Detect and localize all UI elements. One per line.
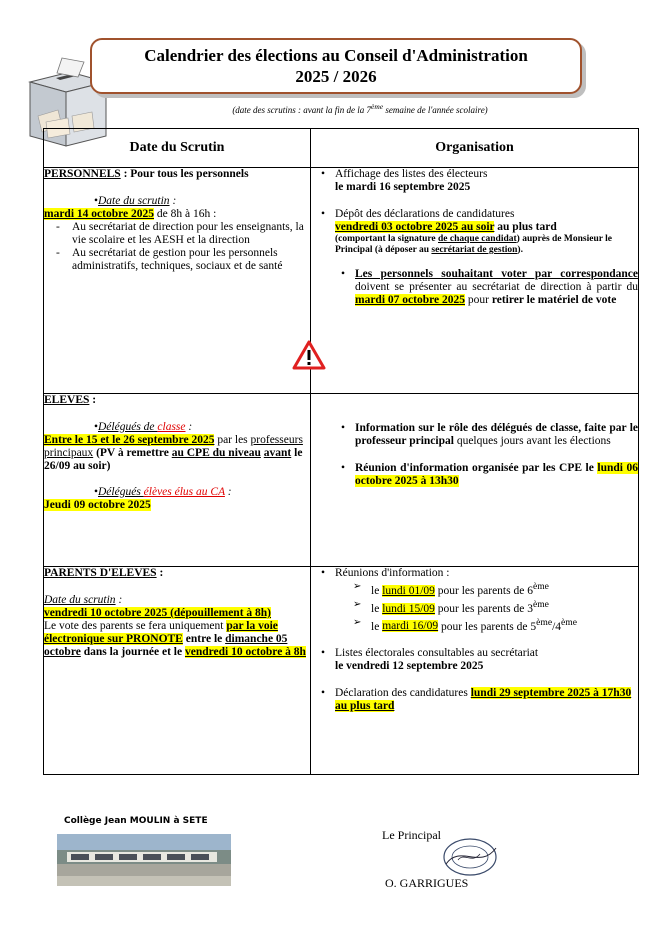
eleves-d2-value: Jeudi 09 octobre 2025 [44,499,151,511]
eleves-heading-rest: : [89,394,97,406]
parents-date-value: vendredi 10 octobre 2025 (dépouillement à 8h) [44,607,272,619]
eleves-date-cell [44,394,311,567]
eleves-d1-value: Entre le 15 et le 26 septembre 2025 [44,434,215,446]
parents-meeting-2 [311,598,638,616]
parents-org3-a: Déclaration des candidatures [335,687,471,700]
table-row-eleves [44,394,639,567]
parents-org1: • Réunions d'information : [311,567,638,580]
m3-b: mardi 16/09 [382,620,439,633]
m2-c: pour les parents de 3 [434,602,533,615]
personnels-org3-d: retirer le matériel de vote [491,294,617,306]
personnels-place-2: - Au secrétariat de gestion pour les personnels administratifs, techniques, sociaux et de santé [44,247,310,273]
eleves-org2-date: lundi 06 octobre 2025 à 13h30 [355,462,639,487]
personnels-org2-text: Dépôt des déclarations de candidatures [335,208,515,220]
personnels-org2-note-b: de chaque candidat [438,234,517,244]
m1-c: pour les parents de 6 [434,584,533,597]
m2-b: lundi 15/09 [382,602,435,615]
principal-name: O. GARRIGUES [385,876,469,890]
parents-vote-d: dimanche 05 octobre [44,633,288,658]
m2-sup: ème [532,598,549,610]
personnels-date-cell [44,168,311,394]
table-row-personnels [44,168,639,394]
personnels-org3-a: Les personnels souhaitant voter par correspondance [355,268,638,280]
parents-vote-a: Le vote des parents se fera uniquement [44,620,227,632]
parents-vote-c: entre le [182,633,226,645]
personnels-org1-line2: le mardi 16 septembre 2025 [335,181,471,193]
school-photo [57,834,231,886]
warning-icon [292,340,326,370]
col-date-header: Date du Scrutin [44,129,311,168]
parents-meeting-1 [311,580,638,598]
parents-org2-line2: le vendredi 12 septembre 2025 [335,660,484,673]
parents-date-cell [44,567,311,775]
personnels-heading-rest: : Pour tous les personnels [120,168,249,180]
official-stamp [440,834,500,880]
table-header-row [44,129,639,168]
school-name: Collège Jean MOULIN à SETE [64,816,208,826]
eleves-d2-label-c: : [224,486,232,498]
eleves-d1-label-a: Délégués de [98,421,158,433]
parents-org-cell [311,567,639,775]
parents-vote-e: dans la journée et le [80,646,185,658]
personnels-org-cell [311,168,639,394]
eleves-d1-end: le 26/09 au soir) [44,447,303,472]
m3-slash: /4 [552,620,562,633]
parents-date-label: Date du scrutin [44,594,116,606]
table-row-parents [44,567,639,775]
school-year: 2025 / 2026 [295,67,377,86]
m3-sup1: ème [536,616,553,628]
eleves-d1-label-b: classe [157,421,186,433]
col-organisation-header: Organisation [311,129,639,168]
personnels-org2-note-c: ) auprès de Monsieur le Principal (à déposer au [335,234,613,255]
personnels-date-label: Date du scrutin [98,195,170,207]
election-table [43,128,639,775]
eleves-d2-label-a: Délégués [98,486,144,498]
eleves-d1-par: par les [214,434,251,446]
eleves-org1-b: quelques jours avant les élections [453,435,611,447]
eleves-d2-label-b: élèves élus au CA [143,486,225,498]
eleves-d1-avant: avant [263,447,292,459]
eleves-d1-label-c: : [185,421,193,433]
title-box [90,38,582,94]
m3-a: le [371,620,383,633]
personnels-org3-c: pour [464,294,492,306]
personnels-heading: PERSONNELS [44,168,121,180]
personnels-date-time: de 8h à 16h : [153,208,217,220]
m1-sup: ème [532,581,549,592]
eleves-heading: ELEVES [44,394,90,406]
m1-a: le [371,584,383,597]
personnels-org1-line1: Affichage des listes des électeurs [335,168,488,180]
m2-a: le [371,602,383,615]
subtitle-text-end: semaine de l'année scolaire) [383,105,488,115]
parents-date-label-colon: : [115,594,123,606]
eleves-org2-a: Réunion d'information organisée par les CPE le [355,462,598,474]
eleves-d1-au: au CPE du niveau [171,447,261,459]
personnels-org3-b: doivent se présenter au secrétariat de direction à partir du [355,281,638,293]
personnels-date-label-colon: : [169,195,177,207]
personnels-org2-note-a: (comportant la signature [335,234,438,244]
personnels-place-1: - Au secrétariat de direction pour les enseignants, la vie scolaire et les AESH et la direction [44,221,310,247]
m3-c: pour les parents de 5 [438,620,537,633]
eleves-org1-a: Information sur le rôle des délégués de classe, faite par le professeur principal [355,422,638,447]
page-title: Calendrier des élections au Conseil d'Administration [144,46,528,65]
subtitle [150,102,570,115]
personnels-org2-note-d: secrétariat de gestion [431,245,518,255]
personnels-org3-date: mardi 07 octobre 2025 [355,294,465,306]
parents-meeting-3 [311,616,638,634]
personnels-org2-date: vendredi 03 octobre 2025 au soir [335,221,495,233]
parents-heading: PARENTS D'ELEVES [44,567,157,579]
parents-vote-f: vendredi 10 octobre à 8h [184,646,306,658]
principal-label: Le Principal [382,828,441,842]
subtitle-text: (date des scrutins : avant la fin de la 7 [232,105,372,115]
personnels-date-value: mardi 14 octobre 2025 [44,208,154,220]
parents-org2-line1: Listes électorales consultables au secrétariat [335,647,539,660]
subtitle-sup: ème [371,102,384,111]
m3-sup2: ème [561,616,577,628]
parents-org3-b: lundi 29 septembre 2025 à 17h30 au plus tard [335,687,632,713]
m1-b: lundi 01/09 [382,584,435,597]
personnels-org2-post: au plus tard [494,221,557,233]
eleves-d1-pp: professeurs principaux [44,434,303,459]
parents-vote-b: par la voie électronique sur PRONOTE [44,620,278,645]
personnels-org2-note-e: ). [517,245,523,255]
eleves-d1-pv: (PV à remettre [93,447,172,459]
eleves-org-cell [311,394,639,567]
parents-heading-rest: : [156,567,164,579]
